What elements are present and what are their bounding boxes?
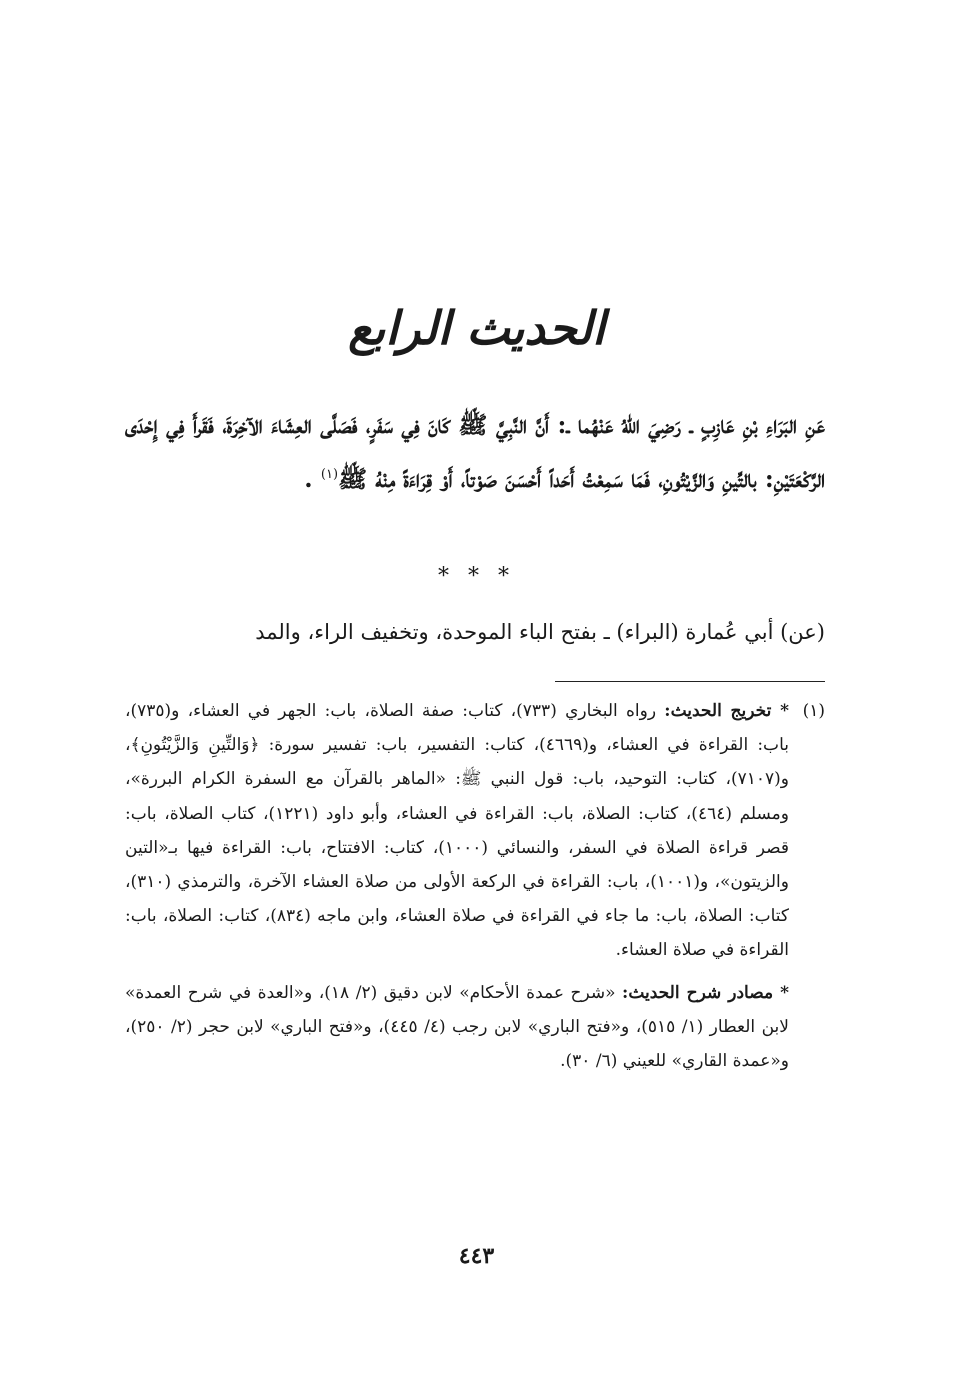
footnote-body — [125, 694, 789, 968]
footnote-sources-label: * مصادر شرح الحديث: — [622, 982, 790, 1003]
chapter-title: الحديث الرابع — [348, 301, 605, 355]
footnote-divider — [555, 681, 825, 682]
hadith-end: . — [304, 464, 321, 493]
section-separator: * * * — [438, 564, 515, 589]
hadith-text: عَنِ البَرَاءِ بْنِ عَازِبٍ ـ رَضِيَ اللهُ عَنْهُما ـ: أَنَّ النَّبِيَّ ﷺ كَانَ فِي سَفَرٍ، فَصَلَّى العِشَاءَ الآخِرَةَ، فَقَرأَ فِي إِحْدَى الرَّكْعَتَيْنِ: بالتِّينِ وَالزَّيْتُونِ، فَمَا سَمِعْتُ أَحَداً أَحْسَنَ صَوْتاً، أَوْ قِرَاءَةً مِنْهُ ﷺ — [125, 410, 825, 493]
footnote-number: (١) — [802, 701, 825, 721]
footnote-reference: (١) — [320, 467, 339, 482]
footnotes-block — [125, 694, 825, 1078]
footnote-takhrij-label: * تخريج الحديث: — [664, 701, 789, 721]
hadith-text-block — [125, 398, 825, 506]
page-number: ٤٤٣ — [458, 1243, 495, 1269]
footnote-sources-text: «شرح عمدة الأحكام» لابن دقيق (٢/ ١٨)، و«العدة في شرح العمدة» لابن العطار (١/ ٥١٥)، و«فتح الباري» لابن رجب (٤/ ٤٤٥)، و«فتح الباري» لابن حجر (٢/ ٢٥٠)، و«عمدة القاري» للعيني (٦/ ٣٠). — [125, 982, 789, 1072]
commentary-paragraph: (عن) أبي عُمارة (البراء) ـ بفتح الباء الموحدة، وتخفيف الراء، والمد — [255, 620, 825, 644]
footnote-1 — [125, 694, 825, 968]
footnote-takhrij-text: رواه البخاري (٧٣٣)، كتاب: صفة الصلاة، باب: الجهر في العشاء، و(٧٣٥)، باب: القراءة في العشاء، و(٤٦٦٩)، كتاب: التفسير، باب: تفسير سورة: ﴿وَالتِّينِ وَالزَّيْتُونِ﴾، و(٧١٠٧)، كتاب: التوحيد، باب: قول النبي ﷺ: «الماهر بالقرآن مع السفرة الكرام البررة»، ومسلم (٤٦٤)، كتاب: الصلاة، باب: القراءة في العشاء، وأبو داود (١٢٢١)، كتاب الصلاة، باب: قصر قراءة الصلاة في السفر، والنسائي (١٠٠٠)، كتاب: الافتتاح، باب: القراءة فيها بـ«التين والزيتون»، و(١٠٠١)، باب: القراءة في الركعة الأولى من صلاة العشاء الآخرة، والترمذي (٣١٠)، كتاب: الصلاة، باب: ما جاء في القراءة في صلاة العشاء، وابن ماجه (٨٣٤)، كتاب: الصلاة، باب: القراءة في صلاة العشاء. — [125, 701, 789, 961]
footnote-sources — [125, 976, 825, 1079]
